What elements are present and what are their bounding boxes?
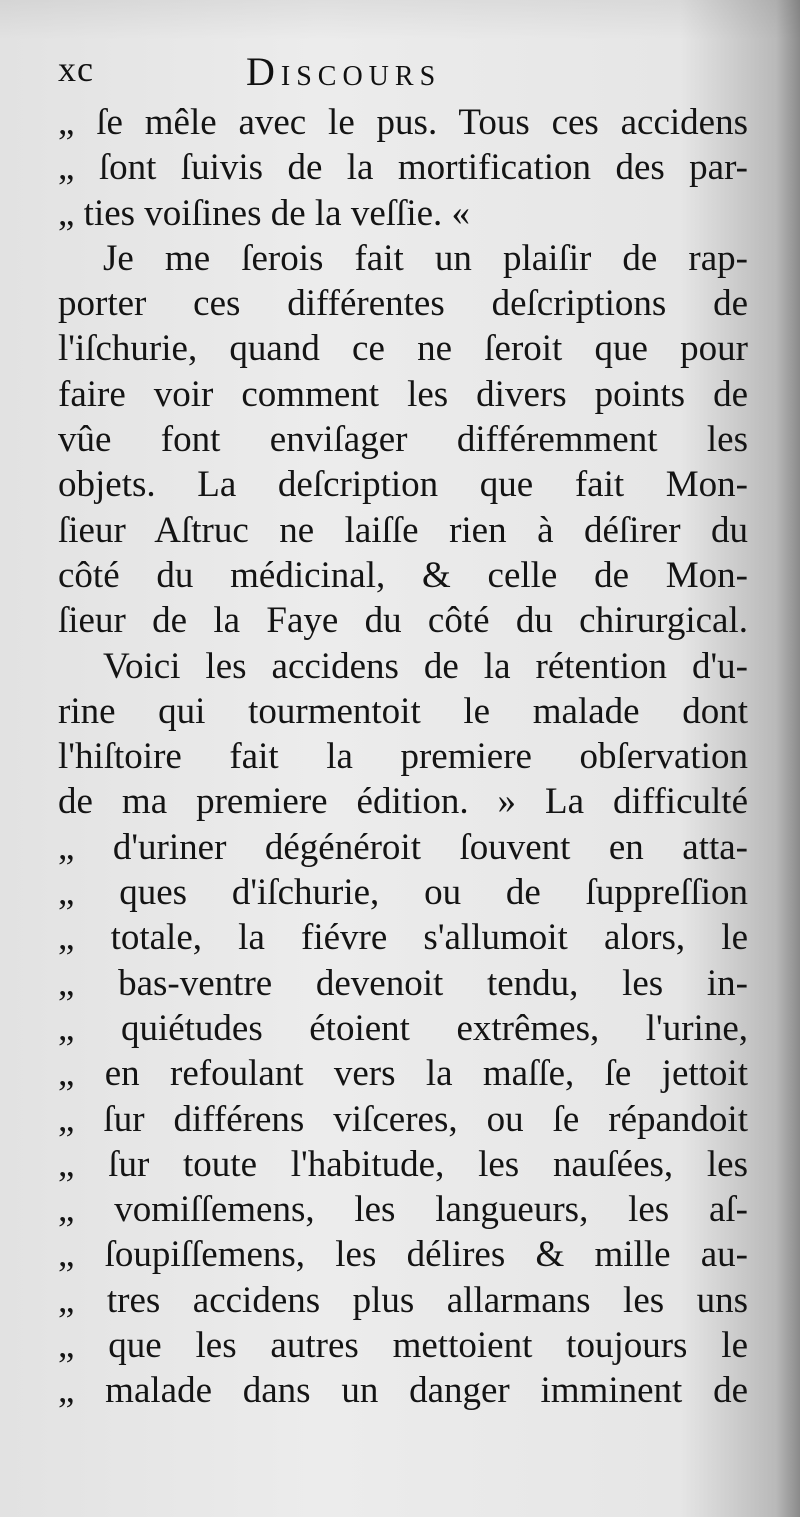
text-line: de ma premiere édition. » La difficulté bbox=[58, 781, 748, 823]
text-line: l'iſchurie, quand ce ne ſeroit que pour bbox=[58, 328, 748, 370]
text-line: vûe font enviſager différemment les bbox=[58, 419, 748, 461]
body-text bbox=[58, 100, 748, 1414]
text-line: „ que les autres mettoient toujours le bbox=[58, 1325, 748, 1367]
text-line: „ malade dans un danger imminent de bbox=[58, 1370, 748, 1412]
running-title: Discours bbox=[246, 49, 442, 94]
text-line: faire voir comment les divers points de bbox=[58, 373, 748, 415]
text-line: „ ſont ſuivis de la mortification des par- bbox=[58, 147, 748, 189]
text-line: „ ſur différens viſceres, ou ſe répandoit bbox=[58, 1098, 748, 1140]
text-line: Voici les accidens de la rétention d'u- bbox=[103, 645, 748, 687]
text-line: „ d'uriner dégénéroit ſouvent en atta- bbox=[58, 826, 748, 868]
text-line: côté du médicinal, & celle de Mon- bbox=[58, 554, 748, 596]
text-line: Je me ſerois fait un plaiſir de rap- bbox=[103, 237, 748, 279]
text-line: ſieur Aſtruc ne laiſſe rien à déſirer du bbox=[58, 509, 748, 551]
text-line: „ totale, la fiévre s'allumoit alors, le bbox=[58, 917, 748, 959]
text-line: „ tres accidens plus allarmans les uns bbox=[58, 1279, 748, 1321]
text-line: „ en refoulant vers la maſſe, ſe jettoit bbox=[58, 1053, 748, 1095]
text-line: „ bas-ventre devenoit tendu, les in- bbox=[58, 962, 748, 1004]
text-line: „ vomiſſemens, les langueurs, les aſ- bbox=[58, 1189, 748, 1231]
text-line: objets. La deſcription que fait Mon- bbox=[58, 464, 748, 506]
text-line: „ ſe mêle avec le pus. Tous ces accidens bbox=[58, 102, 748, 143]
text-line: „ ſoupiſſemens, les délires & mille au- bbox=[58, 1234, 748, 1276]
running-head bbox=[58, 48, 758, 98]
text-line: porter ces différentes deſcriptions de bbox=[58, 283, 748, 325]
text-line: „ ties voiſines de la veſſie. « bbox=[58, 192, 471, 234]
page-number: xc bbox=[58, 49, 94, 89]
text-line: „ quiétudes étoient extrêmes, l'urine, bbox=[58, 1007, 748, 1049]
text-line: „ ſur toute l'habitude, les nauſées, les bbox=[58, 1143, 748, 1185]
text-line: l'hiſtoire fait la premiere obſervation bbox=[58, 736, 748, 778]
page-shadow bbox=[0, 0, 800, 40]
text-line: „ ques d'iſchurie, ou de ſuppreſſion bbox=[58, 872, 748, 914]
text-line: ſieur de la Faye du côté du chirurgical. bbox=[58, 600, 748, 642]
text-line: rine qui tourmentoit le malade dont bbox=[58, 690, 748, 732]
